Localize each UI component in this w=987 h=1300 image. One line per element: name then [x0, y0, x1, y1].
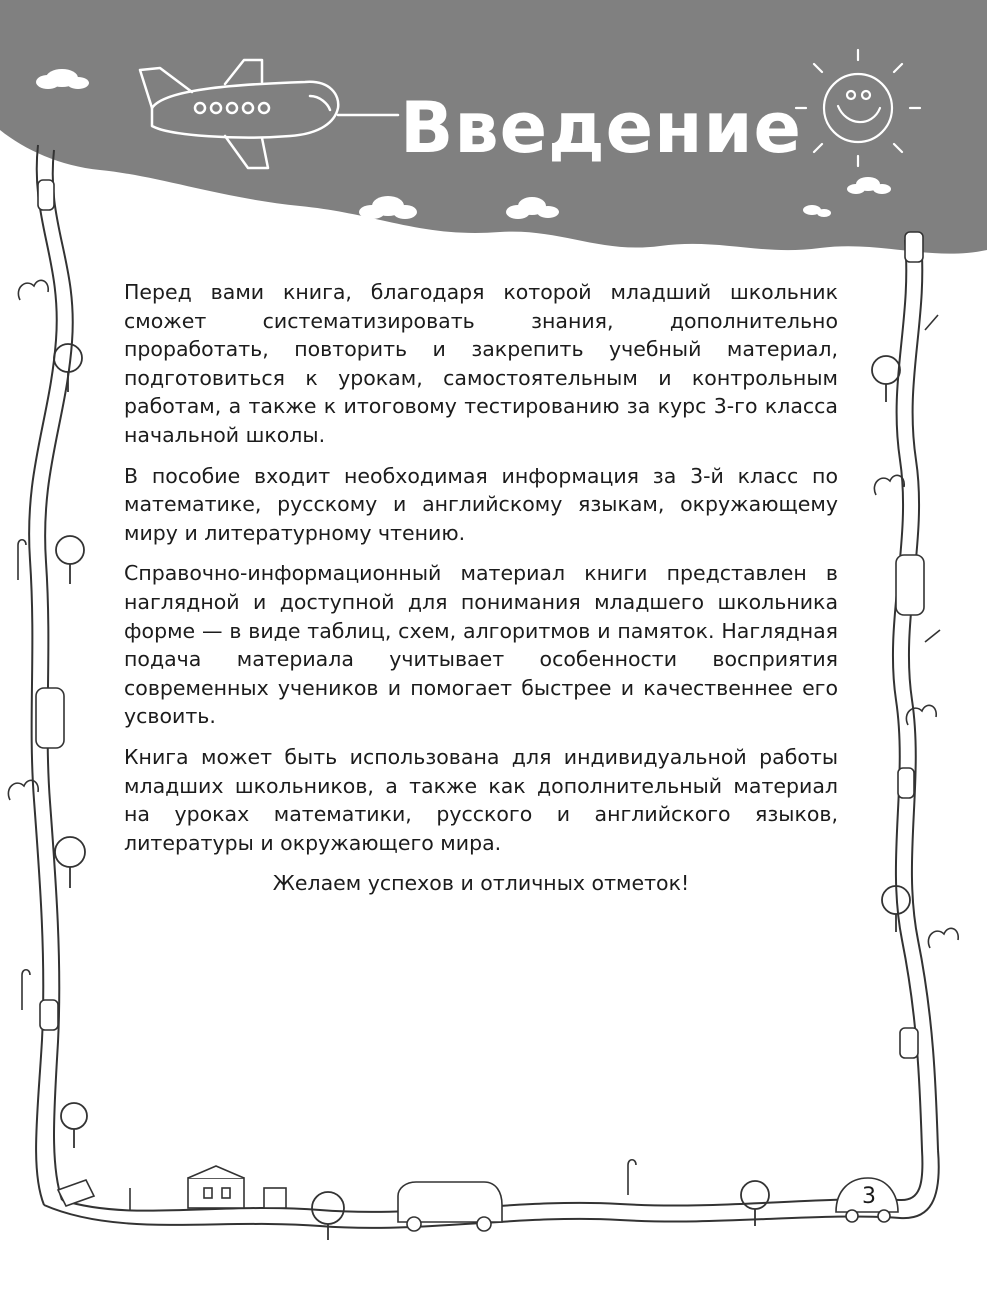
paragraph: Книга может быть использована для индивидуальной работы младших школьников, а также как дополнительный материал на уроках математики, русского и английского языков, литературы и окружающего мира.: [124, 744, 838, 855]
closing-line: Желаем успехов и отличных отметок!: [272, 871, 690, 896]
street-lamp-icon: [18, 540, 26, 580]
body-text: [124, 278, 838, 910]
paragraph: Перед вами книга, благодаря которой младший школьник сможет систематизировать знания, дополнительно проработать, повторить и закрепить учебный материал, подготовиться к урокам, самостоятельным и контрольным работам, а также к итоговому тестированию за курс 3-го класса начальной школы.: [124, 280, 838, 447]
house-icon: [188, 1166, 244, 1208]
street-lamp-icon: [925, 630, 940, 642]
car-icon: [38, 180, 54, 210]
tree-icon: [54, 344, 82, 392]
car-icon: [900, 1028, 918, 1058]
bus-icon: [36, 688, 64, 748]
bush-icon: [874, 475, 904, 495]
house-icon: [264, 1188, 286, 1208]
paragraph: В пособие входит необходимая информация за 3-й класс по математике, русскому и английскому языкам, окружающему миру и литературному чтению.: [124, 463, 838, 545]
car-icon: [40, 1000, 58, 1030]
tree-icon: [55, 837, 85, 888]
page-title: Введение: [400, 87, 803, 169]
tree-icon: [61, 1103, 87, 1148]
bus-icon: [398, 1182, 502, 1231]
page-number: 3: [862, 1184, 876, 1209]
car-icon: [58, 1180, 94, 1206]
street-lamp-icon: [628, 1160, 636, 1195]
street-lamp-icon: [925, 315, 938, 330]
bush-icon: [18, 280, 48, 300]
paragraph: Справочно-информационный материал книги представлен в наглядной и доступной для понимания младшего школьника форме — в виде таблиц, схем, алгоритмов и памяток. Наглядная подача материала учитывает особенности восприятия современных учеников и помогает быстрее и качественнее его усвоить.: [124, 561, 838, 729]
tree-icon: [312, 1192, 344, 1240]
street-lamp-icon: [22, 970, 30, 1010]
road-right: [893, 240, 938, 1150]
tree-icon: [56, 536, 84, 584]
car-icon: [898, 768, 914, 798]
bush-icon: [906, 705, 936, 725]
car-icon: [905, 232, 923, 262]
bus-icon: [896, 555, 924, 615]
bush-icon: [928, 928, 958, 948]
tree-icon: [872, 356, 900, 402]
